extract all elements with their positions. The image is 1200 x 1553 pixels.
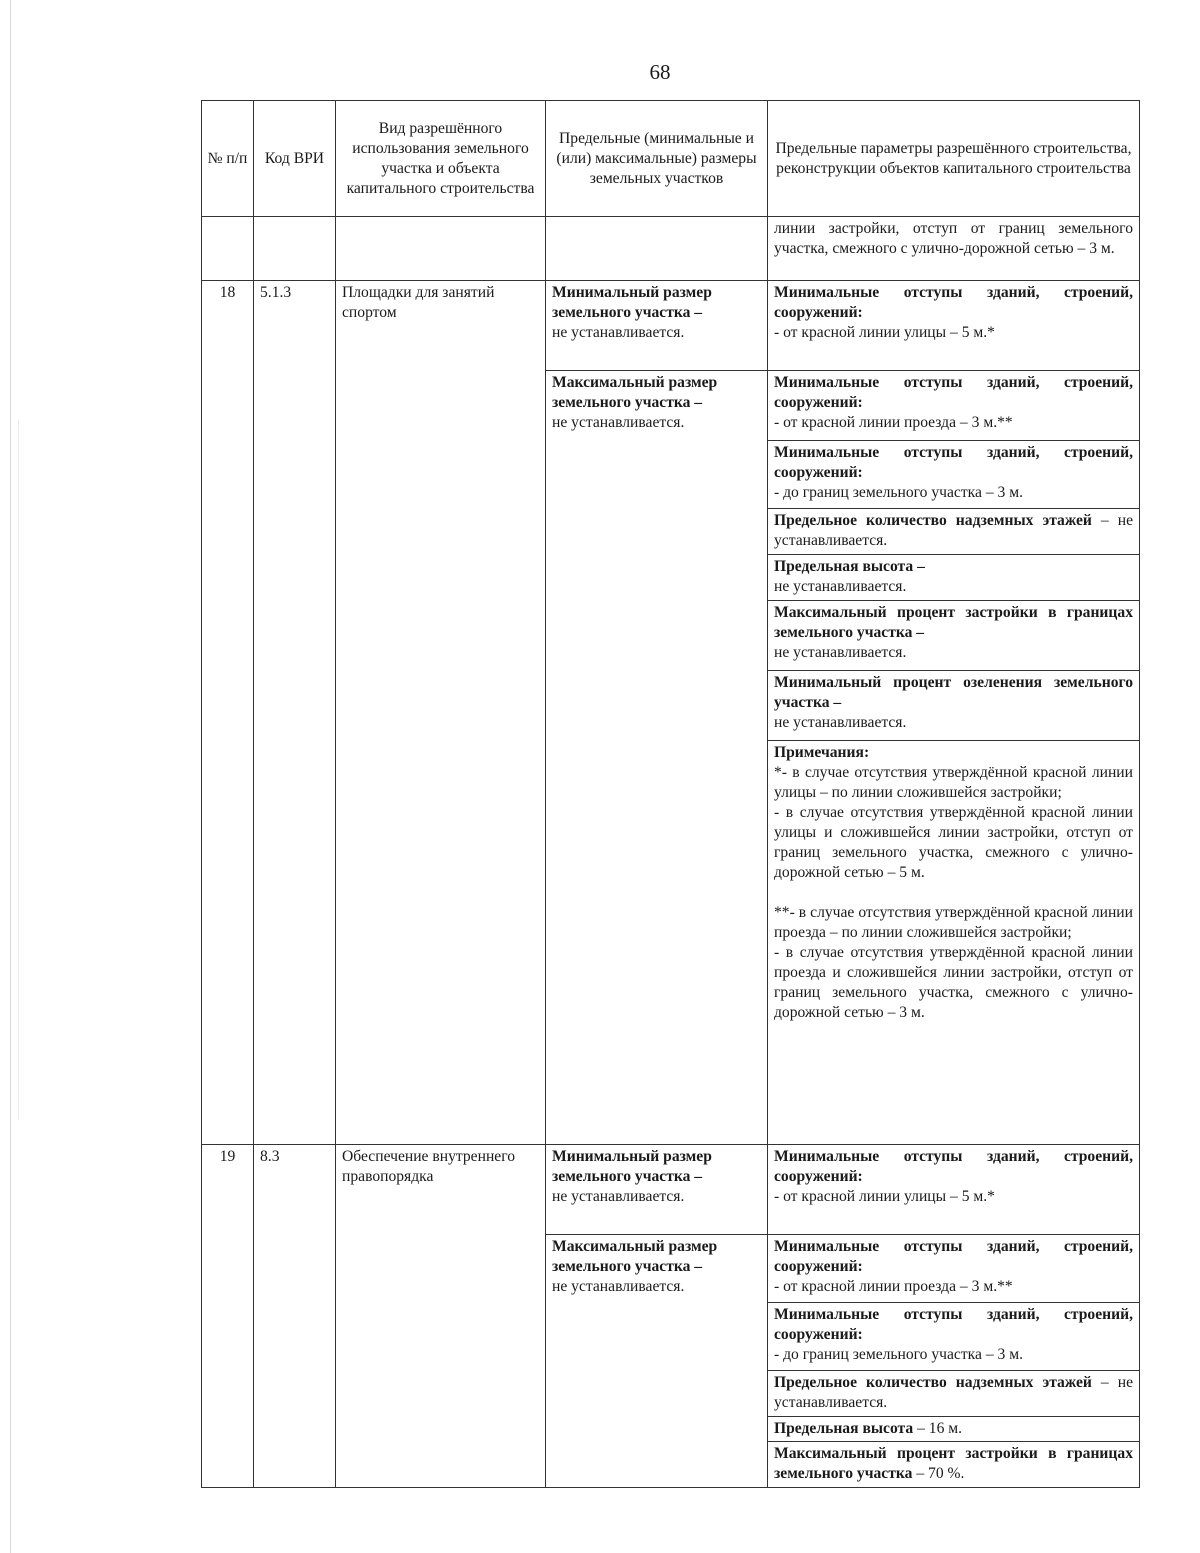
min-plot-size: Минимальный размер земельного участка – не устанавливается. bbox=[546, 1145, 768, 1235]
header-number: № п/п bbox=[202, 101, 254, 217]
continuation-text: линии застройки, отступ от границ земельного участка, смежного с улично-дорожной сетью – 3 м. bbox=[768, 217, 1140, 281]
table-row-18 bbox=[202, 281, 1140, 371]
param-max-floors: Предельное количество надземных этажей – не устанавливается. bbox=[768, 1371, 1140, 1417]
row-code: 8.3 bbox=[254, 1145, 336, 1488]
param-min-setback-street: Минимальные отступы зданий, строений, сооружений: - от красной линии улицы – 5 м.* bbox=[768, 1145, 1140, 1235]
param-max-height: Предельная высота – 16 м. bbox=[768, 1417, 1140, 1442]
header-construction-params: Предельные параметры разрешённого строительства, реконструкции объектов капитального строительства bbox=[768, 101, 1140, 217]
param-min-setback-driveway: Минимальные отступы зданий, строений, сооружений: - от красной линии проезда – 3 м.** bbox=[768, 371, 1140, 441]
land-use-regulations-table bbox=[201, 100, 1140, 1488]
param-min-setback-boundary: Минимальные отступы зданий, строений, сооружений: - до границ земельного участка – 3 м. bbox=[768, 1303, 1140, 1371]
row-number: 19 bbox=[202, 1145, 254, 1488]
param-max-coverage: Максимальный процент застройки в границах земельного участка – 70 %. bbox=[768, 1442, 1140, 1488]
note: **- в случае отсутствия утверждённой красной линии проезда – по линии сложившейся застройки; bbox=[774, 904, 1133, 941]
row-number: 18 bbox=[202, 281, 254, 1145]
page-number: 68 bbox=[649, 60, 671, 84]
param-min-setback-street: Минимальные отступы зданий, строений, сооружений: - от красной линии улицы – 5 м.* bbox=[768, 281, 1140, 371]
notes-title: Примечания: bbox=[774, 744, 870, 761]
header-plot-size: Предельные (минимальные и (или) максимальные) размеры земельных участков bbox=[546, 101, 768, 217]
min-plot-size: Минимальный размер земельного участка – не устанавливается. bbox=[546, 281, 768, 371]
param-min-setback-boundary: Минимальные отступы зданий, строений, сооружений: - до границ земельного участка – 3 м. bbox=[768, 441, 1140, 509]
max-plot-size: Максимальный размер земельного участка – не устанавливается. bbox=[546, 371, 768, 1145]
table-header-row bbox=[202, 101, 1140, 217]
header-permitted-use: Вид разрешённого использования земельного участка и объекта капитального строительства bbox=[336, 101, 546, 217]
param-min-greening: Минимальный процент озеленения земельного участка – не устанавливается. bbox=[768, 671, 1140, 741]
param-max-height: Предельная высота – не устанавливается. bbox=[768, 555, 1140, 601]
header-code: Код ВРИ bbox=[254, 101, 336, 217]
scan-edge bbox=[10, 0, 11, 1553]
notes bbox=[768, 741, 1140, 1145]
param-max-floors: Предельное количество надземных этажей – не устанавливается. bbox=[768, 509, 1140, 555]
row-permitted-use: Обеспечение внутреннего правопорядка bbox=[336, 1145, 546, 1488]
note: - в случае отсутствия утверждённой красной линии улицы и сложившейся линии застройки, отступ от границ земельного участка, смежного с улично-дорожной сетью – 5 м. bbox=[774, 804, 1133, 881]
param-max-coverage: Максимальный процент застройки в границах земельного участка – не устанавливается. bbox=[768, 601, 1140, 671]
row-permitted-use: Площадки для занятий спортом bbox=[336, 281, 546, 1145]
table-row-19 bbox=[202, 1145, 1140, 1235]
row-code: 5.1.3 bbox=[254, 281, 336, 1145]
table-row-continuation bbox=[202, 217, 1140, 281]
max-plot-size: Максимальный размер земельного участка – не устанавливается. bbox=[546, 1235, 768, 1488]
note: - в случае отсутствия утверждённой красной линии проезда и сложившейся линии застройки, отступ от границ земельного участка, смежного с улично-дорожной сетью – 3 м. bbox=[774, 944, 1133, 1021]
param-min-setback-driveway: Минимальные отступы зданий, строений, сооружений: - от красной линии проезда – 3 м.** bbox=[768, 1235, 1140, 1303]
scan-edge bbox=[18, 420, 19, 1120]
note: *- в случае отсутствия утверждённой красной линии улицы – по линии сложившейся застройки; bbox=[774, 764, 1133, 801]
